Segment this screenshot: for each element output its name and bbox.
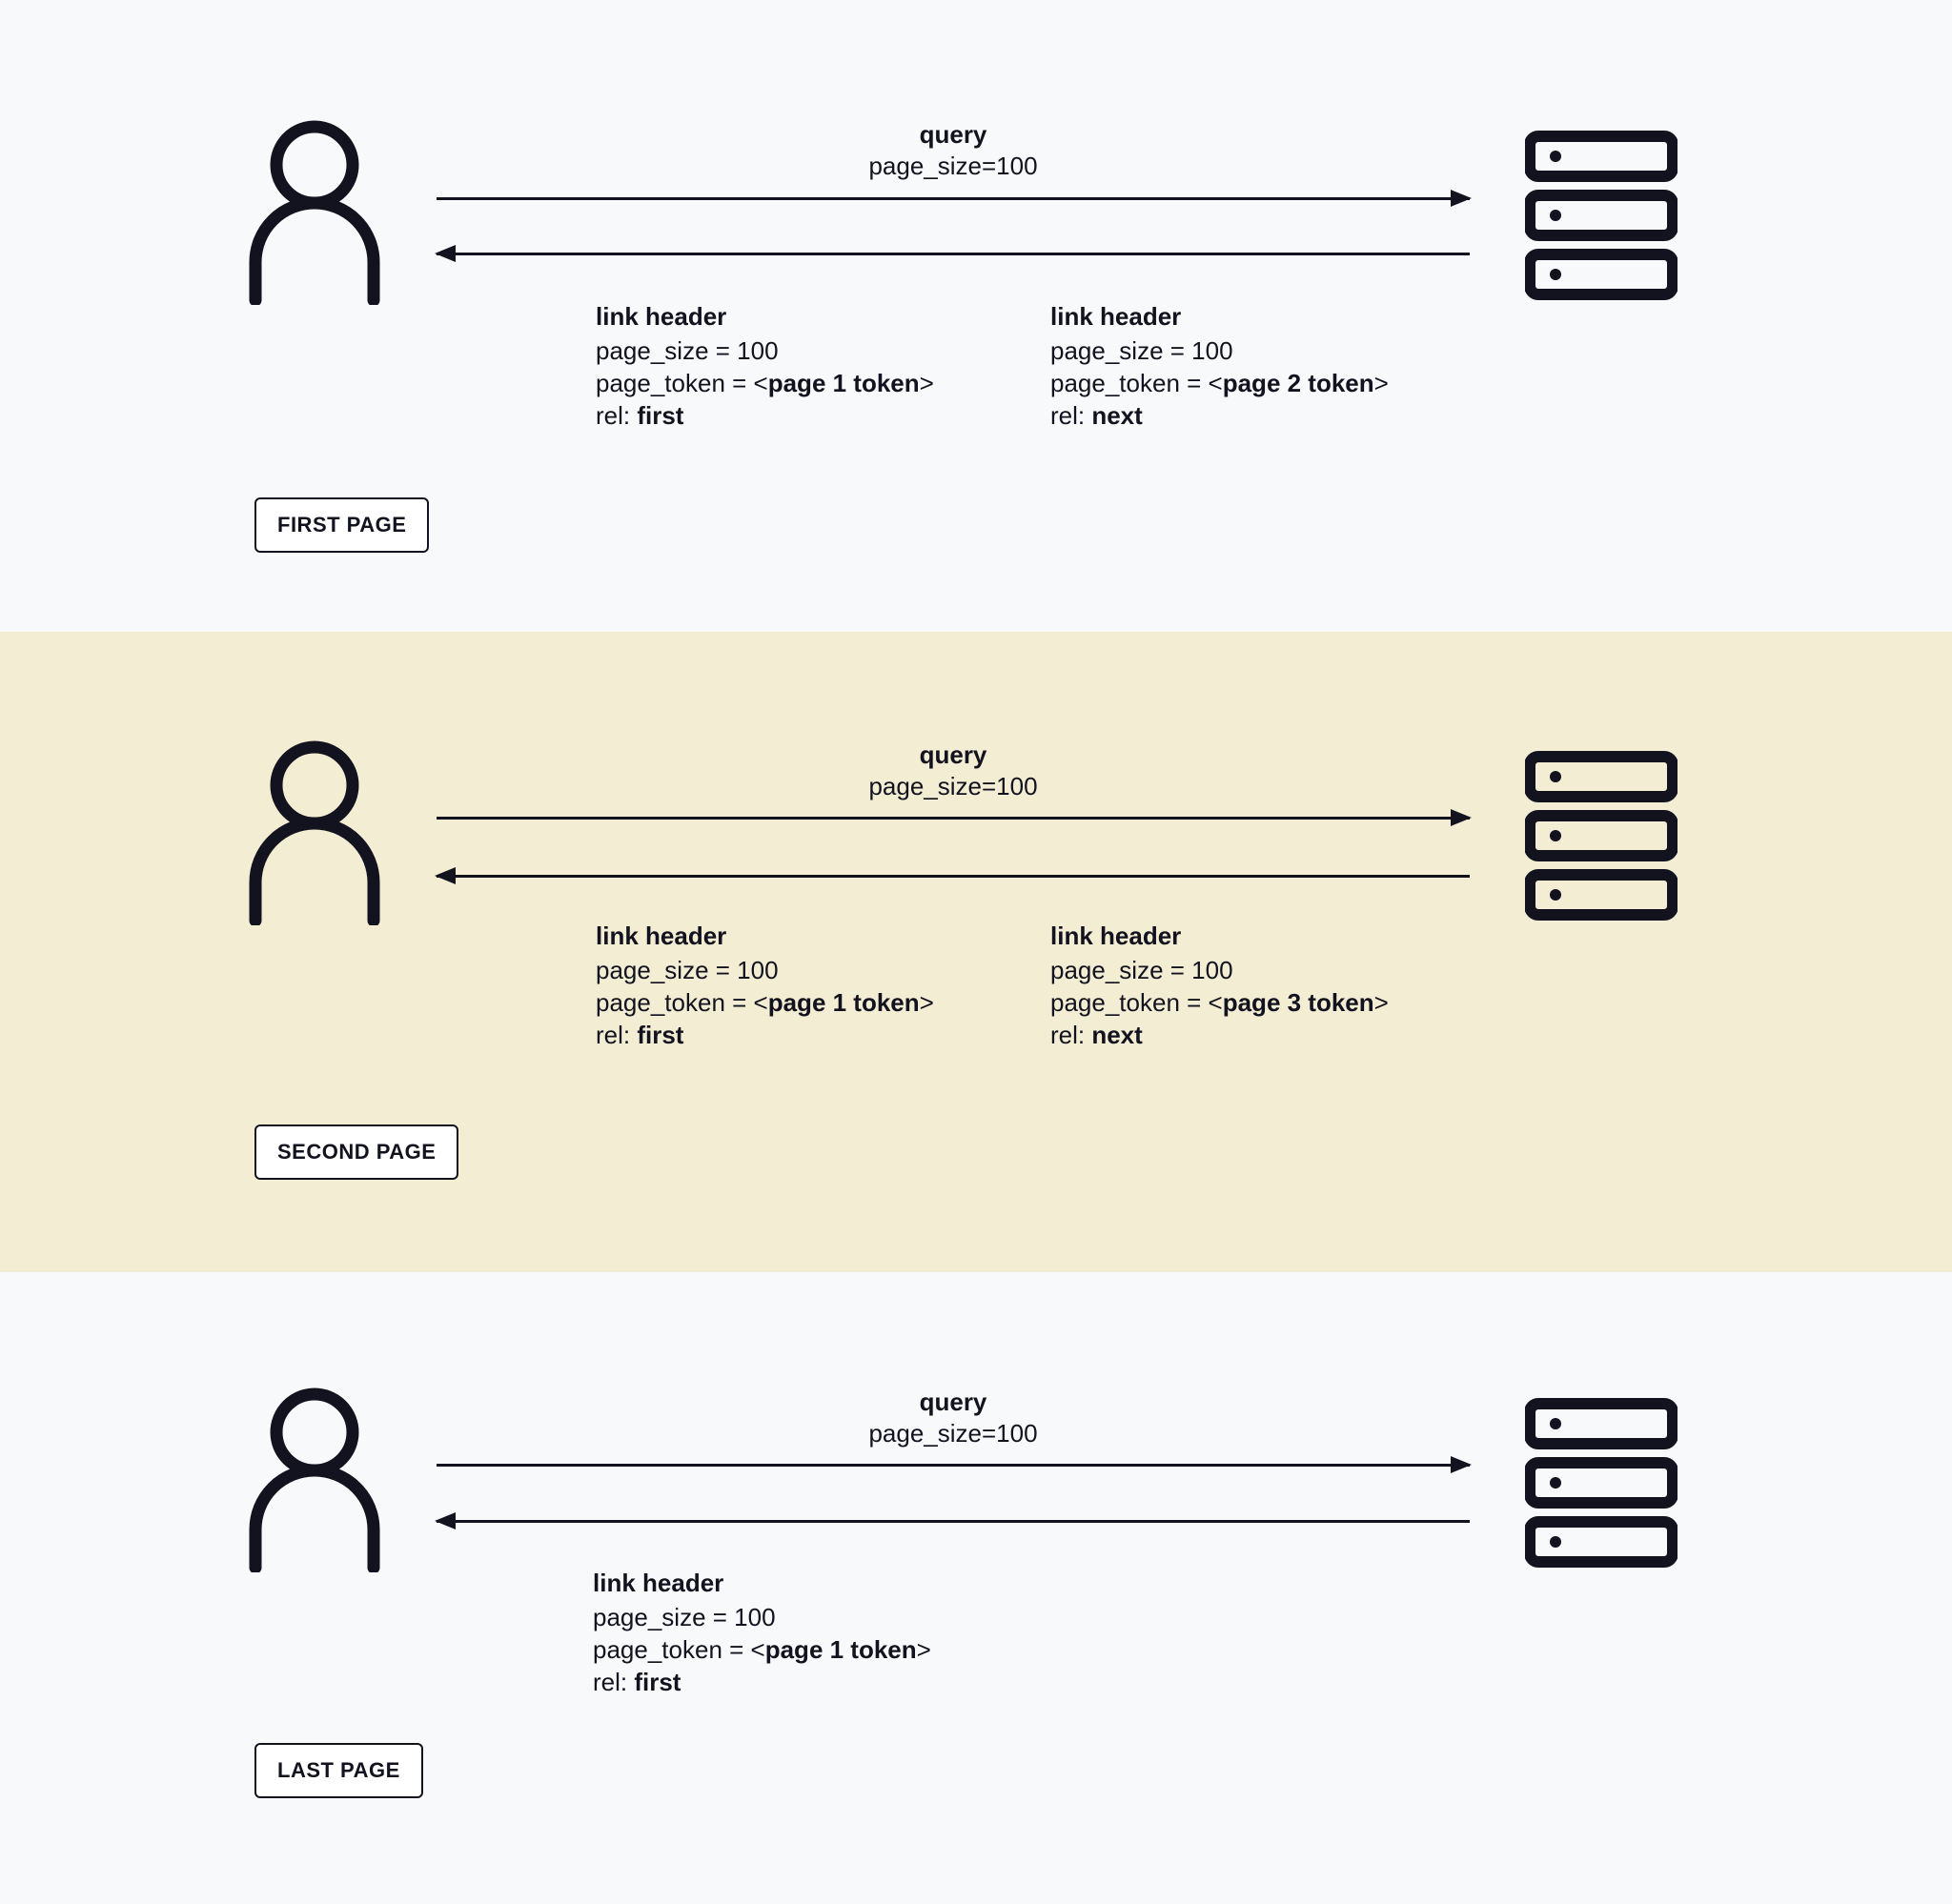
server-icon xyxy=(1525,1396,1678,1577)
link-header-first xyxy=(596,920,934,1051)
badge-first-page: FIRST PAGE xyxy=(254,497,429,553)
arrow-right-icon xyxy=(437,817,1470,819)
rel-label: rel: xyxy=(596,401,638,430)
query-label xyxy=(722,739,1184,802)
link-header-title: link header xyxy=(596,922,727,950)
section-first-page xyxy=(0,0,1952,632)
arrow-right-icon xyxy=(437,1464,1470,1466)
page-token-value: page 2 token xyxy=(1222,369,1374,397)
rel-label: rel: xyxy=(1050,401,1092,430)
arrow-left-icon xyxy=(437,875,1470,877)
page-size-line: page_size = 100 xyxy=(596,956,779,984)
page-token-value: page 1 token xyxy=(764,1635,917,1664)
page-token-prefix: page_token = < xyxy=(596,369,768,397)
page-token-suffix: > xyxy=(919,369,934,397)
server-icon xyxy=(1525,129,1678,310)
query-title: query xyxy=(919,1387,987,1416)
badge-last-page: LAST PAGE xyxy=(254,1743,423,1798)
page-size-line: page_size = 100 xyxy=(593,1603,776,1631)
query-label xyxy=(722,1387,1184,1449)
page-token-prefix: page_token = < xyxy=(596,988,768,1017)
rel-line xyxy=(1050,399,1389,432)
section-second-page xyxy=(0,632,1952,1272)
page-token-suffix: > xyxy=(1373,369,1389,397)
page-token-value: page 1 token xyxy=(767,988,920,1017)
page-token-line xyxy=(1050,367,1389,399)
link-header-next xyxy=(1050,920,1389,1051)
person-icon xyxy=(243,119,386,305)
page-token-suffix: > xyxy=(916,1635,931,1664)
rel-line xyxy=(1050,1019,1389,1051)
page-token-value: page 1 token xyxy=(767,369,920,397)
rel-label: rel: xyxy=(1050,1021,1092,1049)
page-size-line: page_size = 100 xyxy=(1050,956,1233,984)
page-token-line xyxy=(1050,986,1389,1019)
link-header-title: link header xyxy=(593,1569,724,1597)
section-last-page xyxy=(0,1272,1952,1904)
rel-value: first xyxy=(637,401,684,430)
page-token-prefix: page_token = < xyxy=(1050,988,1223,1017)
page-size-line: page_size = 100 xyxy=(1050,336,1233,365)
query-value: page_size=100 xyxy=(868,1419,1038,1448)
query-value: page_size=100 xyxy=(868,772,1038,800)
link-header-first xyxy=(596,300,934,432)
server-icon xyxy=(1525,749,1678,930)
rel-label: rel: xyxy=(593,1668,635,1696)
person-icon xyxy=(243,1387,386,1572)
rel-label: rel: xyxy=(596,1021,638,1049)
rel-value: first xyxy=(634,1668,681,1696)
rel-value: next xyxy=(1091,401,1143,430)
arrow-left-icon xyxy=(437,1520,1470,1522)
link-header-title: link header xyxy=(1050,922,1182,950)
link-header-next xyxy=(1050,300,1389,432)
link-header-first xyxy=(593,1567,931,1698)
page-token-prefix: page_token = < xyxy=(1050,369,1223,397)
page-token-line xyxy=(596,986,934,1019)
page-size-line: page_size = 100 xyxy=(596,336,779,365)
link-header-title: link header xyxy=(1050,302,1182,331)
query-title: query xyxy=(919,120,987,149)
rel-value: first xyxy=(637,1021,684,1049)
arrow-right-icon xyxy=(437,197,1470,199)
page-token-value: page 3 token xyxy=(1222,988,1374,1017)
person-icon xyxy=(243,739,386,925)
arrow-left-icon xyxy=(437,253,1470,254)
rel-line xyxy=(596,399,934,432)
query-value: page_size=100 xyxy=(868,152,1038,180)
rel-line xyxy=(593,1666,931,1698)
link-header-title: link header xyxy=(596,302,727,331)
page-token-suffix: > xyxy=(919,988,934,1017)
page-token-line xyxy=(596,367,934,399)
query-label xyxy=(722,119,1184,182)
badge-second-page: SECOND PAGE xyxy=(254,1124,458,1180)
page-token-line xyxy=(593,1633,931,1666)
rel-value: next xyxy=(1091,1021,1143,1049)
page-token-suffix: > xyxy=(1373,988,1389,1017)
page-token-prefix: page_token = < xyxy=(593,1635,765,1664)
query-title: query xyxy=(919,740,987,769)
rel-line xyxy=(596,1019,934,1051)
